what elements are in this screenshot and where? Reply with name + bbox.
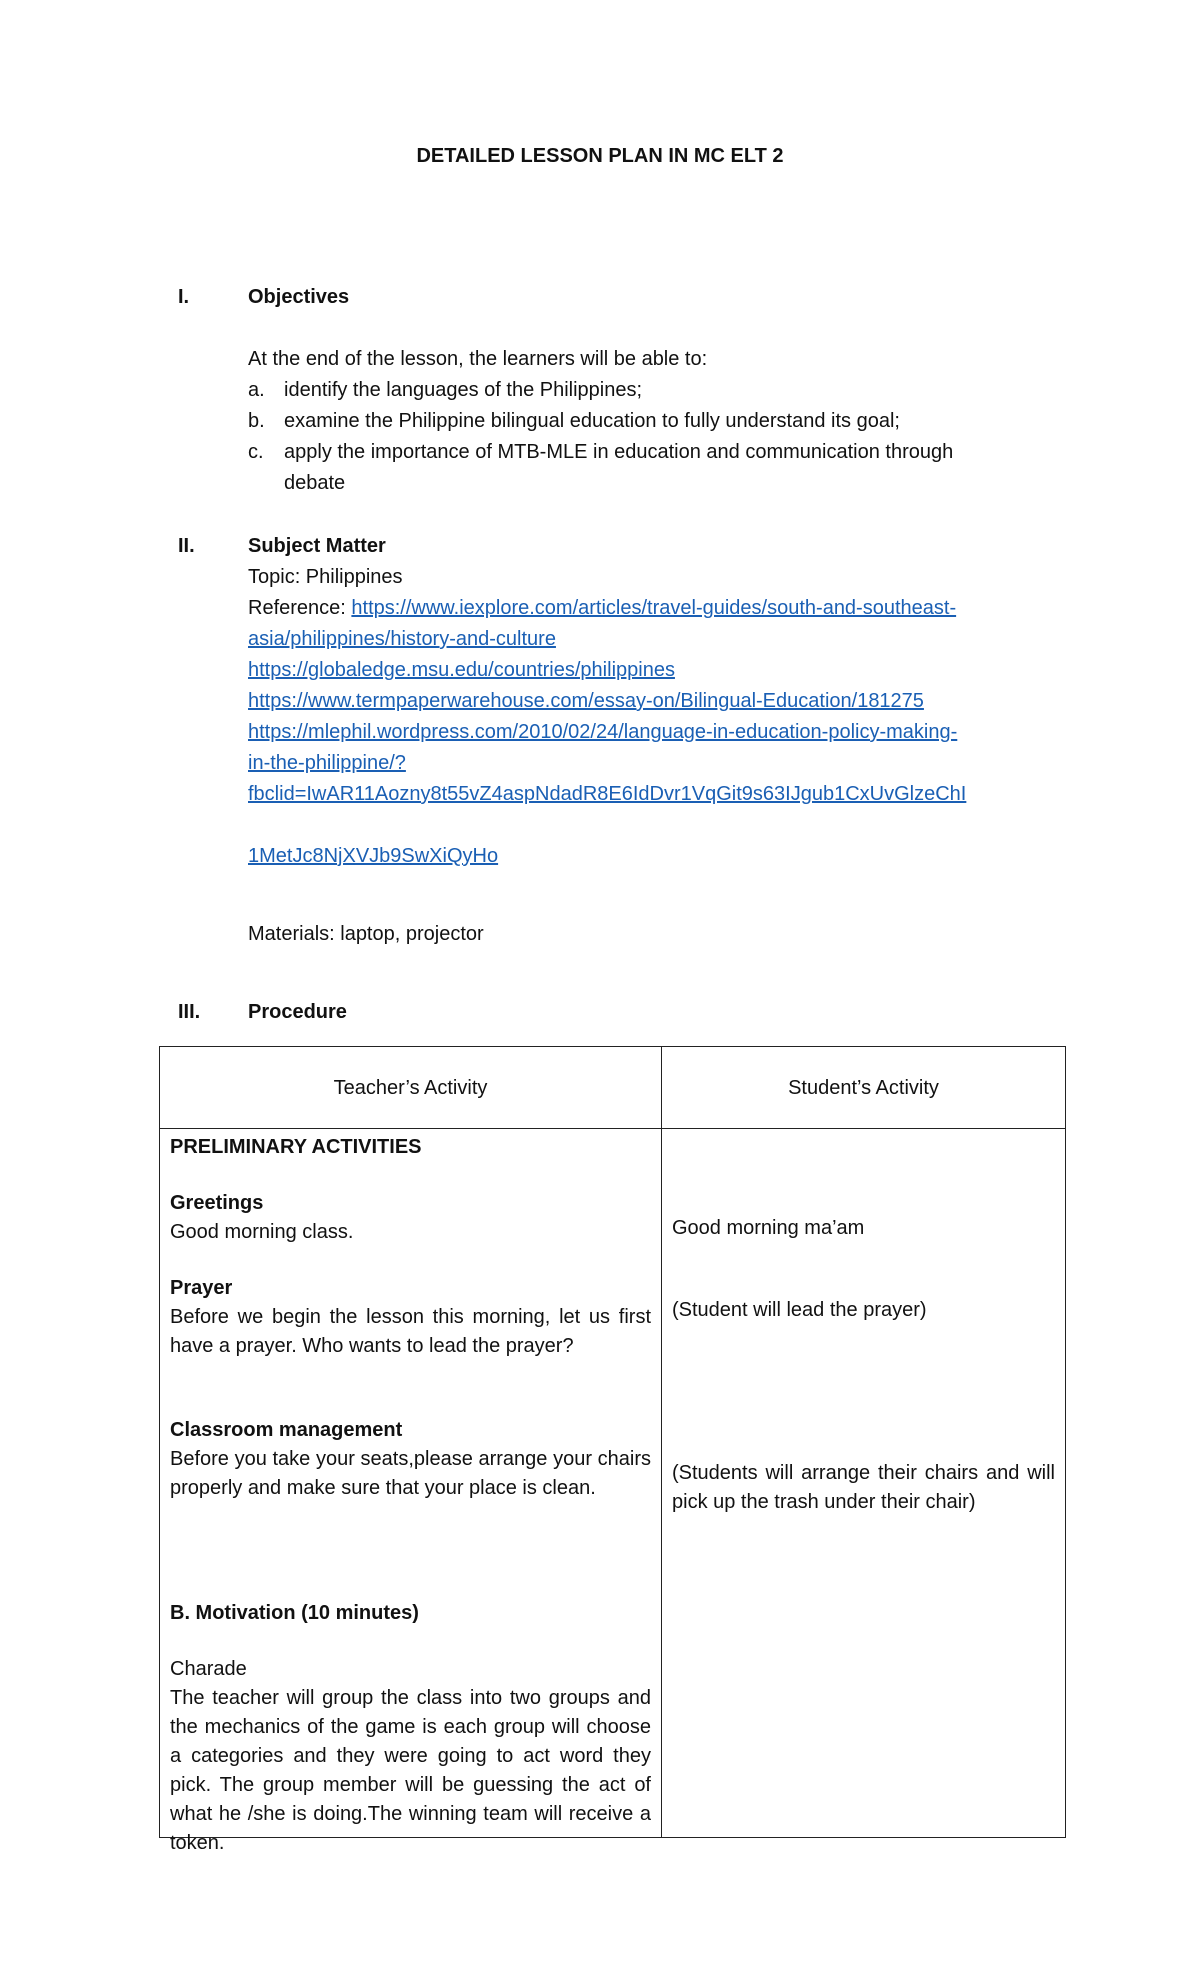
greetings-text: Good morning class. [170,1221,354,1243]
student-greeting-reply: Good morning ma’am [672,1217,865,1239]
student-management-reply: (Students will arrange their chairs and will pick up the trash under their chair) [672,1462,1055,1513]
preliminary-heading: PRELIMINARY ACTIVITIES [170,1136,422,1158]
student-prayer-reply: (Student will lead the prayer) [672,1299,927,1321]
student-activity-cell [662,1129,1066,1838]
objective-text-continued: debate [284,472,346,494]
reference-link[interactable]: asia/philippines/history-and-culture [248,628,556,650]
prayer-text: Before we begin the lesson this morning, let us first have a prayer. Who wants to lead the prayer? [170,1306,651,1357]
header-teacher-activity: Teacher’s Activity [160,1047,662,1129]
teacher-activity-cell [160,1129,662,1854]
reference-link[interactable]: fbclid=IwAR11Aozny8t55vZ4aspNdadR8E6IdDvr1VqGit9s63IJgub1CxUvGlzeChI [248,783,967,805]
classroom-management-heading: Classroom management [170,1419,403,1441]
section-number-objectives: I. [178,286,190,308]
reference-link[interactable]: https://www.iexplore.com/articles/travel-guides/south-and-southeast- [351,597,957,619]
header-student-activity: Student’s Activity [662,1047,1066,1129]
materials-line: Materials: laptop, projector [248,923,484,945]
objective-letter: a. [248,379,265,401]
prayer-heading: Prayer [170,1277,233,1299]
table-header-row [160,1047,1066,1129]
greetings-heading: Greetings [170,1192,264,1214]
table-row [160,1129,1066,1838]
document-title: DETAILED LESSON PLAN IN MC ELT 2 [416,145,784,167]
reference-link[interactable]: https://www.termpaperwarehouse.com/essay-on/Bilingual-Education/181275 [248,690,924,712]
motivation-heading: B. Motivation (10 minutes) [170,1602,419,1624]
section-number-procedure: III. [178,1001,201,1023]
procedure-table [159,1046,1066,1854]
objective-letter: b. [248,410,265,432]
section-number-subject-matter: II. [178,535,195,557]
objective-text: identify the languages of the Philippines; [284,379,643,401]
charade-text: The teacher will group the class into two groups and the mechanics of the game is each group will choose a categories and they were going to act word they pick. The group member will be guessing the act of what he /she is doing.The winning team will receive a token. [170,1687,651,1854]
objective-letter: c. [248,441,264,463]
charade-heading: Charade [170,1658,247,1680]
section-title-subject-matter: Subject Matter [248,535,386,557]
topic-line: Topic: Philippines [248,566,403,588]
objectives-intro: At the end of the lesson, the learners will be able to: [248,348,708,370]
objective-text: examine the Philippine bilingual education to fully understand its goal; [284,410,900,432]
reference-label: Reference: [248,597,352,619]
classroom-management-text: Before you take your seats,please arrange your chairs properly and make sure that your place is clean. [170,1448,651,1499]
reference-link[interactable]: 1MetJc8NjXVJb9SwXiQyHo [248,845,499,867]
objective-text: apply the importance of MTB-MLE in education and communication through [284,441,954,463]
reference-link[interactable]: https://mlephil.wordpress.com/2010/02/24/language-in-education-policy-making- [248,721,958,743]
section-title-objectives: Objectives [248,286,350,308]
reference-link[interactable]: in-the-philippine/? [248,752,406,774]
section-title-procedure: Procedure [248,1001,347,1023]
reference-line [248,597,956,620]
reference-link[interactable]: https://globaledge.msu.edu/countries/philippines [248,659,675,681]
